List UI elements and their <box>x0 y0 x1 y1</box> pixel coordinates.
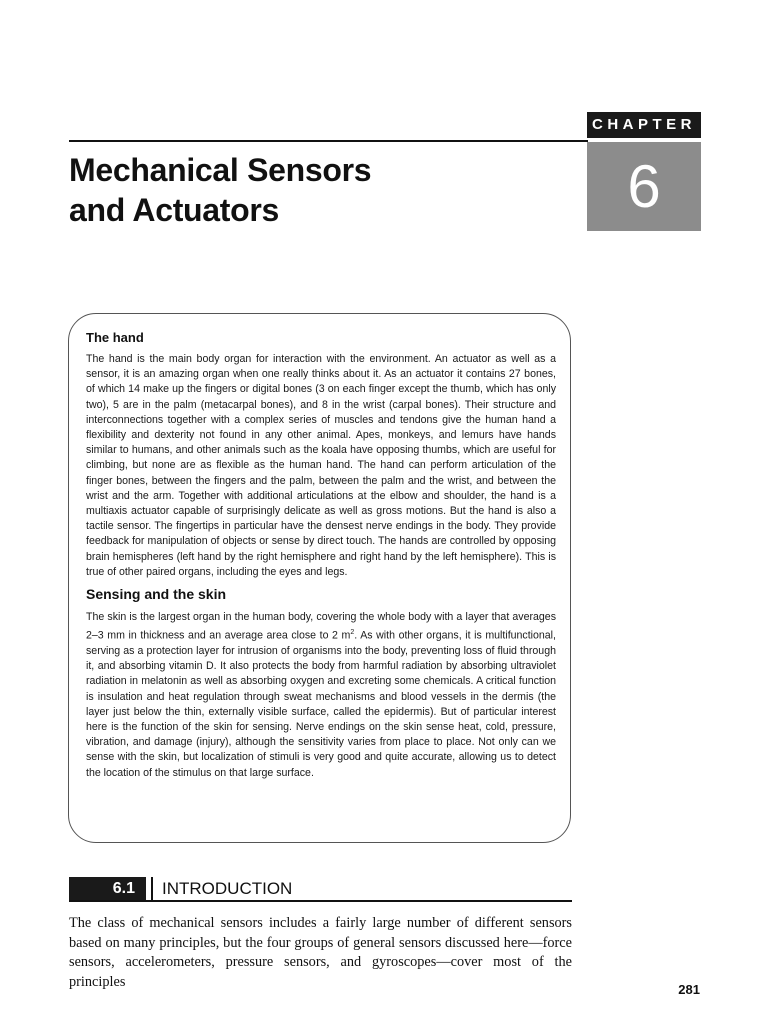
squared-superscript: 2 <box>350 629 355 637</box>
chapter-title <box>69 150 569 230</box>
section-number-bar: 6.1 <box>69 877 146 901</box>
hand-heading: The hand <box>86 330 144 345</box>
section-separator <box>151 877 153 901</box>
section-rule <box>69 900 572 902</box>
hand-paragraph: The hand is the main body organ for interaction with the environment. An actuator as well as a sensor, it is an amazing organ when one really thinks about it. As an actuator it contains 27 bones, of which 14 make up the fingers or digital bones (3 on each finger except the thumb, which has only two), 5 are in the palm (metacarpal bones), and 8 in the wrist (carpal bones). Their structure and interconnections together with a complex series of muscles and tendons give the human hand a flexibility and dexterity not found in any other animal. Apes, monkeys, and lemurs have hands similar to humans, and other animals such as the koala have opposing thumbs, which are useful for climbing, but none are as flexible as the human hand. The hand can perform articulation of the finger bones, between the fingers and the palm, between the palm and the wrist, and between the wrist and the arm. Together with additional articulations at the elbow and shoulder, the hand is a multiaxis actuator capable of surprisingly delicate as well as gross motions. But the hand is also a tactile sensor. The fingertips in particular have the densest nerve endings in the body. They provide feedback for manipulation of objects or sense by direct touch. The hands are controlled by opposing brain hemispheres (left hand by the right hemisphere and right hand by the left hemisphere). This is true of other paired organs, including the eyes and legs. <box>86 353 556 578</box>
chapter-label: CHAPTER <box>587 112 701 138</box>
skin-paragraph <box>86 610 556 781</box>
page-number: 281 <box>678 982 700 997</box>
chapter-title-line-2: and Actuators <box>69 192 280 228</box>
title-rule <box>69 140 588 142</box>
skin-paragraph-part-1: The skin is the largest organ in the human body, covering the whole body with a layer that averages 2–3 mm in thickness and an average area close to 2 m <box>86 611 556 642</box>
skin-heading: Sensing and the skin <box>86 586 227 603</box>
skin-paragraph-part-2: . As with other organs, it is multifunctional, serving as a protection layer for intrusion of organisms into the body, preventing loss of fluid through it, and absorbing vitamin D. It also protects the body from harmful radiation by absorbing ultraviolet radiation in melatonin as well as absorbing oxygen and excreting some chemicals. A critical function is insulation and heat regulation through sweat mechanisms and blood vessels in the dermis (the layer just below the thin, externally visible surface, called the epidermis). But of particular interest here is the function of the skin for sensing. Nerve endings on the skin sense heat, cold, pressure, vibration, and damage (injury), although the sensitivity varies from place to place. Not only can we sense with the skin, but localization of stimuli is very good and quite accurate, allowing us to detect the location of the stimulus on that large surface. <box>86 629 556 779</box>
introduction-paragraph: The class of mechanical sensors includes a fairly large number of different sensors based on many principles, but the four groups of general sensors discussed here—force sensors, accelerometers, pressure sensors, and gyroscopes—cover most of the principles <box>69 915 572 990</box>
sidebar-box <box>68 313 571 843</box>
chapter-title-line-1: Mechanical Sensors <box>69 152 372 188</box>
chapter-number-box: 6 <box>587 142 701 231</box>
section-title: INTRODUCTION <box>162 879 293 898</box>
